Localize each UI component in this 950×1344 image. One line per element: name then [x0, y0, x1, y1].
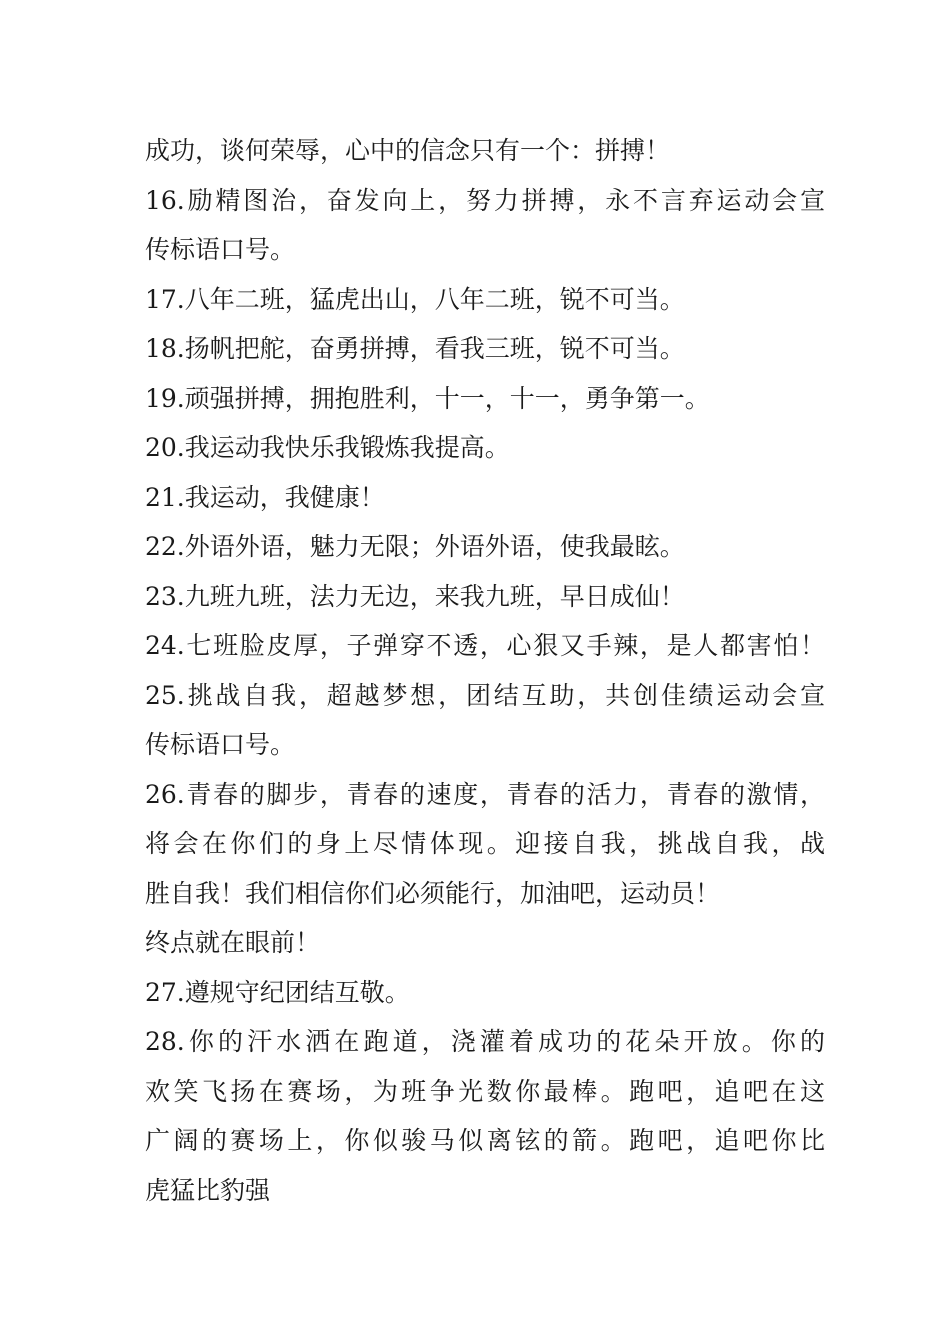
text-line: 传标语口号。: [145, 235, 296, 264]
text-line: 终点就在眼前！: [145, 928, 321, 957]
text-line: 广阔的赛场上，你似骏马似离铉的箭。跑吧，追吧你比: [145, 1126, 825, 1155]
text-line: 21.我运动，我健康！: [145, 482, 385, 512]
text-line: 20.我运动我快乐我锻炼我提高。: [145, 433, 510, 462]
text-line: 24.七班脸皮厚，子弹穿不透，心狠又手辣，是人都害怕！: [145, 631, 825, 660]
text-line: 22.外语外语，魅力无限；外语外语，使我最眩。: [145, 532, 685, 561]
text-line: 欢笑飞扬在赛场，为班争光数你最棒。跑吧，追吧在这: [145, 1076, 825, 1106]
text-line: 16.励精图治，奋发向上，努力拼搏，永不言弃运动会宣: [145, 185, 825, 215]
text-line: 胜自我！我们相信你们必须能行，加油吧，运动员！: [145, 878, 721, 908]
text-line: 成功，谈何荣辱，心中的信念只有一个：拼搏！: [145, 136, 671, 165]
text-line: 将会在你们的身上尽情体现。迎接自我，挑战自我，战: [145, 829, 825, 858]
text-line: 18.扬帆把舵，奋勇拼搏，看我三班，锐不可当。: [145, 334, 685, 363]
text-line: 传标语口号。: [145, 730, 296, 759]
document-body: [145, 126, 825, 1215]
text-line: 19.顽强拼搏，拥抱胜利，十一，十一，勇争第一。: [145, 383, 710, 413]
text-line: 28.你的汗水洒在跑道，浇灌着成功的花朵开放。你的: [145, 1027, 825, 1056]
text-line: 17.八年二班，猛虎出山，八年二班，锐不可当。: [145, 284, 685, 314]
text-line: 27.遵规守纪团结互敬。: [145, 977, 410, 1007]
text-line: 25.挑战自我，超越梦想，团结互助，共创佳绩运动会宣: [145, 680, 825, 710]
text-line: 虎猛比豹强: [145, 1175, 271, 1205]
text-line: 26.青春的脚步，青春的速度，青春的活力，青春的激情，: [145, 779, 825, 809]
text-line: 23.九班九班，法力无边，来我九班，早日成仙！: [145, 581, 685, 611]
